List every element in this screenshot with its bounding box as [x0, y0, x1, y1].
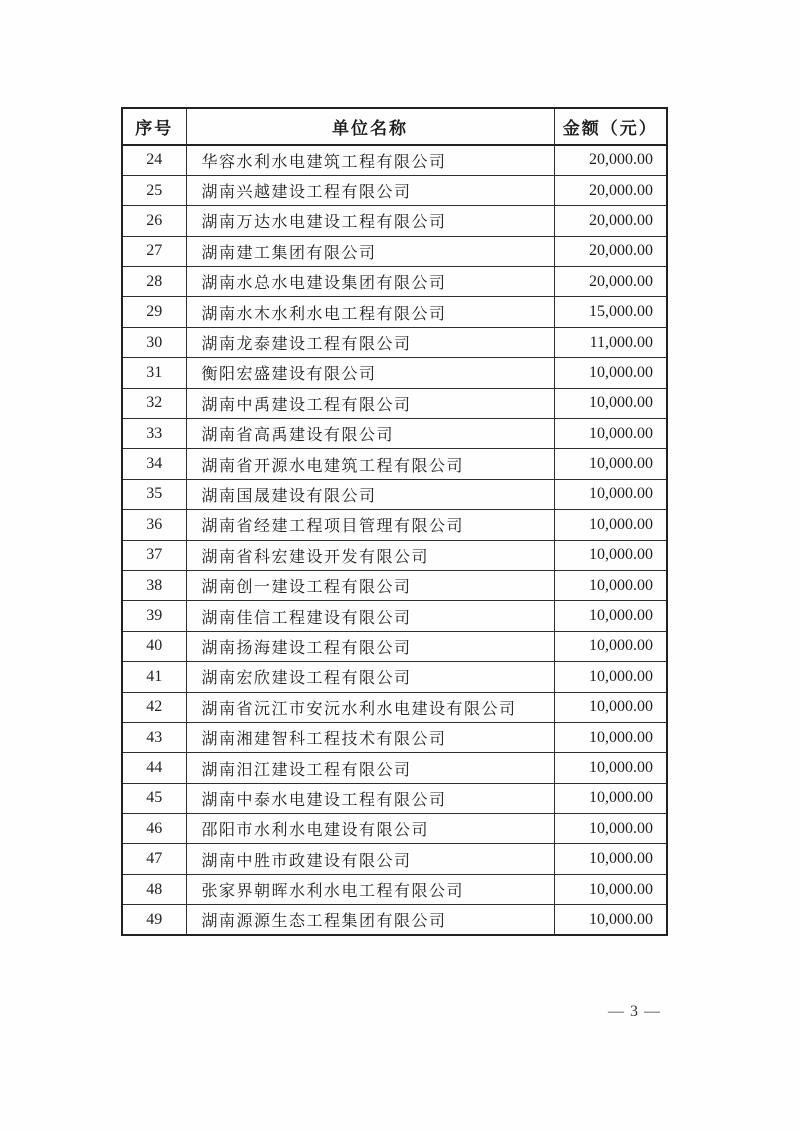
- row-number-cell: 41: [122, 662, 186, 692]
- table-row: [122, 358, 667, 388]
- amount-cell: 10,000.00: [554, 692, 667, 722]
- table-row: [122, 297, 667, 327]
- amount-cell: 10,000.00: [554, 631, 667, 661]
- row-number-cell: 43: [122, 722, 186, 752]
- table-row: [122, 814, 667, 844]
- row-number-cell: 40: [122, 631, 186, 661]
- amount-cell: 10,000.00: [554, 358, 667, 388]
- table-row: [122, 236, 667, 266]
- company-name-cell: 湖南扬海建设工程有限公司: [186, 631, 554, 661]
- table-row: [122, 206, 667, 236]
- page-number: — 3 —: [608, 1003, 661, 1020]
- row-number-cell: 45: [122, 783, 186, 813]
- company-name-cell: 湖南创一建设工程有限公司: [186, 570, 554, 600]
- table-row: [122, 844, 667, 874]
- company-name-cell: 邵阳市水利水电建设有限公司: [186, 814, 554, 844]
- amount-cell: 10,000.00: [554, 601, 667, 631]
- amount-cell: 10,000.00: [554, 570, 667, 600]
- row-number-cell: 26: [122, 206, 186, 236]
- company-name-cell: 湖南水木水利水电工程有限公司: [186, 297, 554, 327]
- table-row: [122, 631, 667, 661]
- table-row: [122, 662, 667, 692]
- row-number-cell: 48: [122, 874, 186, 904]
- table-row: [122, 783, 667, 813]
- table-header-row: [122, 108, 667, 145]
- table-row: [122, 267, 667, 297]
- amount-cell: 10,000.00: [554, 419, 667, 449]
- row-number-cell: 30: [122, 327, 186, 357]
- amount-cell: 11,000.00: [554, 327, 667, 357]
- table-row: [122, 145, 667, 175]
- company-name-cell: 湖南龙泰建设工程有限公司: [186, 327, 554, 357]
- table-row: [122, 479, 667, 509]
- company-name-cell: 湖南省科宏建设开发有限公司: [186, 540, 554, 570]
- row-number-cell: 38: [122, 570, 186, 600]
- company-name-cell: 湖南源源生态工程集团有限公司: [186, 905, 554, 935]
- amount-cell: 20,000.00: [554, 145, 667, 175]
- amount-cell: 10,000.00: [554, 479, 667, 509]
- funding-table: [121, 107, 668, 936]
- table-row: [122, 327, 667, 357]
- table-row: [122, 388, 667, 418]
- company-name-cell: 湖南兴越建设工程有限公司: [186, 175, 554, 205]
- amount-cell: 10,000.00: [554, 722, 667, 752]
- row-number-cell: 25: [122, 175, 186, 205]
- amount-cell: 20,000.00: [554, 267, 667, 297]
- col-header-amount: 金额（元）: [554, 108, 667, 145]
- amount-cell: 15,000.00: [554, 297, 667, 327]
- table-row: [122, 540, 667, 570]
- table-row: [122, 692, 667, 722]
- company-name-cell: 湖南省经建工程项目管理有限公司: [186, 510, 554, 540]
- company-name-cell: 湖南汨江建设工程有限公司: [186, 753, 554, 783]
- amount-cell: 10,000.00: [554, 510, 667, 540]
- row-number-cell: 46: [122, 814, 186, 844]
- row-number-cell: 49: [122, 905, 186, 935]
- row-number-cell: 47: [122, 844, 186, 874]
- table-row: [122, 175, 667, 205]
- row-number-cell: 39: [122, 601, 186, 631]
- row-number-cell: 44: [122, 753, 186, 783]
- amount-cell: 10,000.00: [554, 449, 667, 479]
- company-name-cell: 张家界朝晖水利水电工程有限公司: [186, 874, 554, 904]
- company-name-cell: 湖南湘建智科工程技术有限公司: [186, 722, 554, 752]
- table-row: [122, 570, 667, 600]
- table-row: [122, 601, 667, 631]
- company-name-cell: 湖南中泰水电建设工程有限公司: [186, 783, 554, 813]
- company-name-cell: 湖南佳信工程建设有限公司: [186, 601, 554, 631]
- row-number-cell: 34: [122, 449, 186, 479]
- amount-cell: 10,000.00: [554, 540, 667, 570]
- table-row: [122, 753, 667, 783]
- company-name-cell: 湖南水总水电建设集团有限公司: [186, 267, 554, 297]
- row-number-cell: 24: [122, 145, 186, 175]
- row-number-cell: 32: [122, 388, 186, 418]
- company-name-cell: 湖南省沅江市安沅水利水电建设有限公司: [186, 692, 554, 722]
- company-name-cell: 衡阳宏盛建设有限公司: [186, 358, 554, 388]
- row-number-cell: 28: [122, 267, 186, 297]
- company-name-cell: 湖南省开源水电建筑工程有限公司: [186, 449, 554, 479]
- amount-cell: 10,000.00: [554, 874, 667, 904]
- row-number-cell: 27: [122, 236, 186, 266]
- table-row: [122, 419, 667, 449]
- company-name-cell: 湖南宏欣建设工程有限公司: [186, 662, 554, 692]
- company-name-cell: 湖南省高禹建设有限公司: [186, 419, 554, 449]
- amount-cell: 10,000.00: [554, 662, 667, 692]
- company-name-cell: 湖南中胜市政建设有限公司: [186, 844, 554, 874]
- table-body: [122, 145, 667, 935]
- table-row: [122, 905, 667, 935]
- company-name-cell: 湖南建工集团有限公司: [186, 236, 554, 266]
- amount-cell: 20,000.00: [554, 206, 667, 236]
- row-number-cell: 33: [122, 419, 186, 449]
- row-number-cell: 37: [122, 540, 186, 570]
- amount-cell: 20,000.00: [554, 175, 667, 205]
- amount-cell: 10,000.00: [554, 388, 667, 418]
- amount-cell: 10,000.00: [554, 844, 667, 874]
- company-name-cell: 湖南万达水电建设工程有限公司: [186, 206, 554, 236]
- amount-cell: 10,000.00: [554, 783, 667, 813]
- row-number-cell: 42: [122, 692, 186, 722]
- table-row: [122, 874, 667, 904]
- company-name-cell: 湖南国晟建设有限公司: [186, 479, 554, 509]
- company-name-cell: 华容水利水电建筑工程有限公司: [186, 145, 554, 175]
- row-number-cell: 35: [122, 479, 186, 509]
- table-row: [122, 449, 667, 479]
- amount-cell: 10,000.00: [554, 814, 667, 844]
- amount-cell: 10,000.00: [554, 905, 667, 935]
- company-name-cell: 湖南中禹建设工程有限公司: [186, 388, 554, 418]
- row-number-cell: 31: [122, 358, 186, 388]
- table-row: [122, 510, 667, 540]
- row-number-cell: 29: [122, 297, 186, 327]
- row-number-cell: 36: [122, 510, 186, 540]
- col-header-index: 序号: [122, 108, 186, 145]
- amount-cell: 20,000.00: [554, 236, 667, 266]
- col-header-name: 单位名称: [186, 108, 554, 145]
- amount-cell: 10,000.00: [554, 753, 667, 783]
- table-row: [122, 722, 667, 752]
